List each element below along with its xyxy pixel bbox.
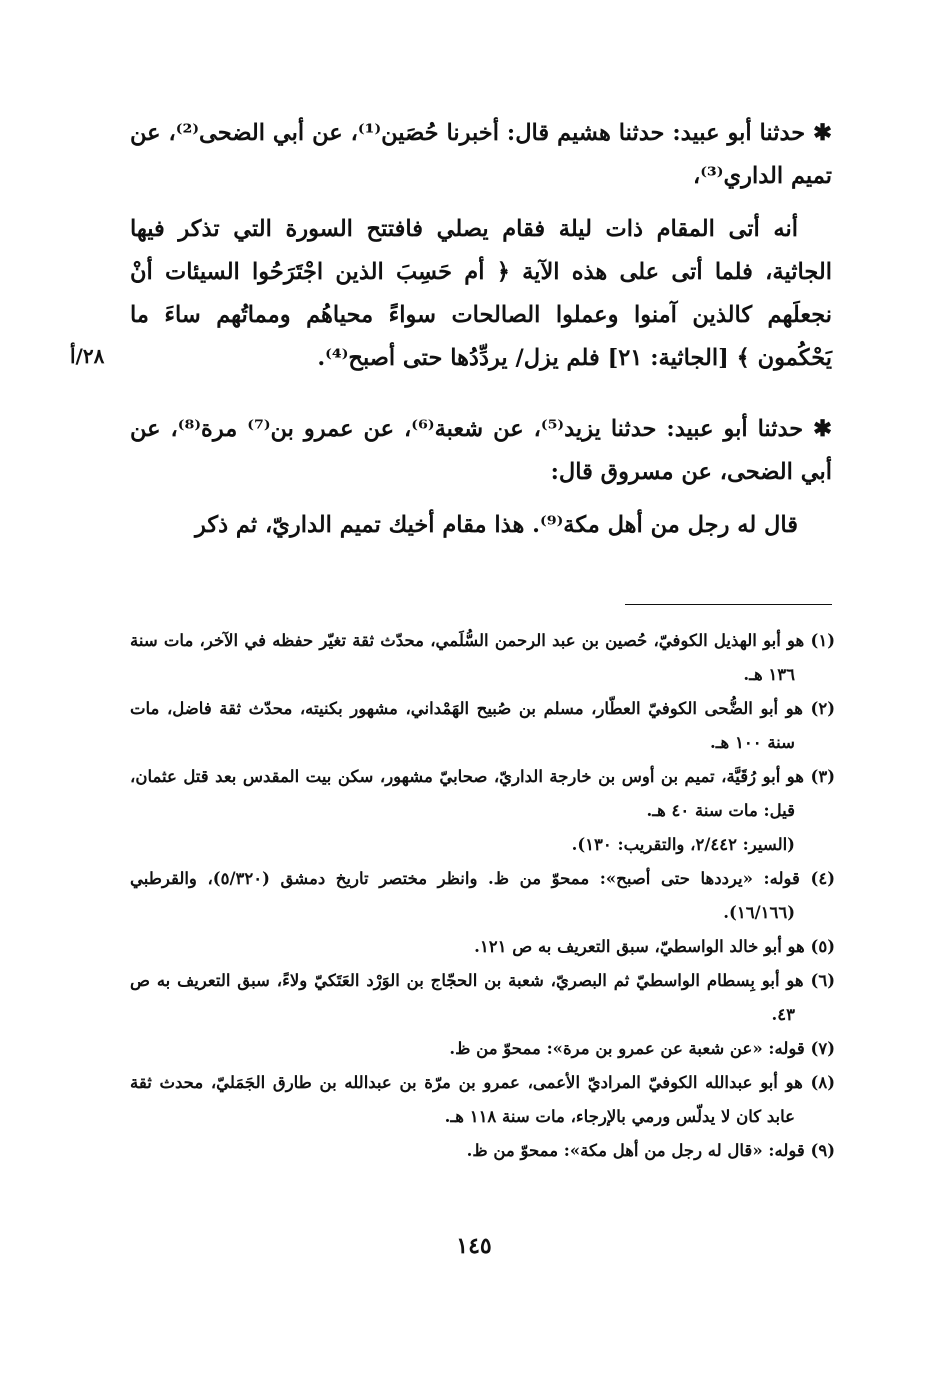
hadith-block-2 [130, 408, 832, 547]
footnotes-section [130, 624, 835, 1168]
footnote-4: (٤) قوله: «يرددها حتى أصبح»: ممحوّ من ظ. وانظر مختصر تاريخ دمشق (٥/٣٢٠)، والقرطبي (١٦/١٦٦). [130, 869, 835, 922]
matn-paragraph-1: أنه أتى المقام ذات ليلة فقام يصلي فافتتح السورة التي تذكر فيها الجاثية، فلما أتى على هذه الآية ﴿ أم حَسِبَ الذين اجْتَرَحُوا السيئات أنْ نجعلَهم كالذين آمنوا وعملوا الصالحات سواءً محياهُم ومماتُهم ساءَ ما يَحْكُمون ﴾ [الجاثية: ٢١] فلم يزل/ يردِّدُها حتى أصبح⁽⁴⁾. [130, 216, 832, 371]
footnote-9: (٩) قوله: «قال له رجل من أهل مكة»: ممحوّ من ظ. [466, 1141, 835, 1160]
manuscript-folio-marker: ٢٨/أ [70, 344, 105, 368]
isnad-paragraph-2: ✱ حدثنا أبو عبيد: حدثنا يزيد⁽⁵⁾، عن شعبة⁽⁶⁾، عن عمرو بن⁽⁷⁾ مرة⁽⁸⁾، عن أبي الضحى، عن مسروق قال: [130, 416, 833, 485]
isnad-paragraph-1: ✱ حدثنا أبو عبيد: حدثنا هشيم قال: أخبرنا حُصَين⁽¹⁾، عن أبي الضحى⁽²⁾، عن تميم الداري⁽³⁾، [130, 120, 832, 189]
footnote-6: (٦) هو أبو بِسطام الواسطيّ ثم البصريّ، شعبة بن الحجّاج بن الوَرْد العَتَكيّ ولاءً، سبق التعريف به ص ٤٣. [130, 971, 835, 1024]
footnote-7: (٧) قوله: «عن شعبة عن عمرو بن مرة»: ممحوّ من ظ. [449, 1039, 835, 1058]
footnote-3: (٣) هو أبو رُقَيَّة، تميم بن أوس بن خارجة الداريّ، صحابيّ مشهور، سكن بيت المقدس بعد قتل عثمان، قيل: مات سنة ٤٠ هـ. [130, 767, 835, 820]
footnote-separator [625, 604, 832, 605]
page-number: ١٤٥ [456, 1233, 492, 1259]
footnote-2: (٢) هو أبو الضُّحى الكوفيّ العطّار، مسلم بن صُبيح الهَمْداني، مشهور بكنيته، محدّث ثقة فاضل، مات سنة ١٠٠ هـ. [130, 699, 835, 752]
matn-paragraph-2: قال له رجل من أهل مكة⁽⁹⁾. هذا مقام أخيك تميم الداريّ، ثم ذكر [194, 512, 798, 538]
footnote-8: (٨) هو أبو عبدالله الكوفيّ المراديّ الأعمى، عمرو بن مرّة بن عبدالله بن طارق الجَمَليّ، محدث ثقة عابد كان لا يدلّس ورمي بالإرجاء، مات سنة ١١٨ هـ. [130, 1073, 835, 1126]
footnote-5: (٥) هو أبو خالد الواسطيّ، سبق التعريف به ص ١٢١. [474, 937, 835, 956]
footnote-3-reference: (السير: ٢/٤٤٢، والتقريب: ١٣٠). [571, 835, 795, 854]
footnote-1: (١) هو أبو الهذيل الكوفيّ، حُصين بن عبد الرحمن السُّلَمي، محدّث ثقة تغيّر حفظه في الآخر، مات سنة ١٣٦ هـ. [130, 631, 835, 684]
hadith-block-1 [130, 112, 832, 380]
